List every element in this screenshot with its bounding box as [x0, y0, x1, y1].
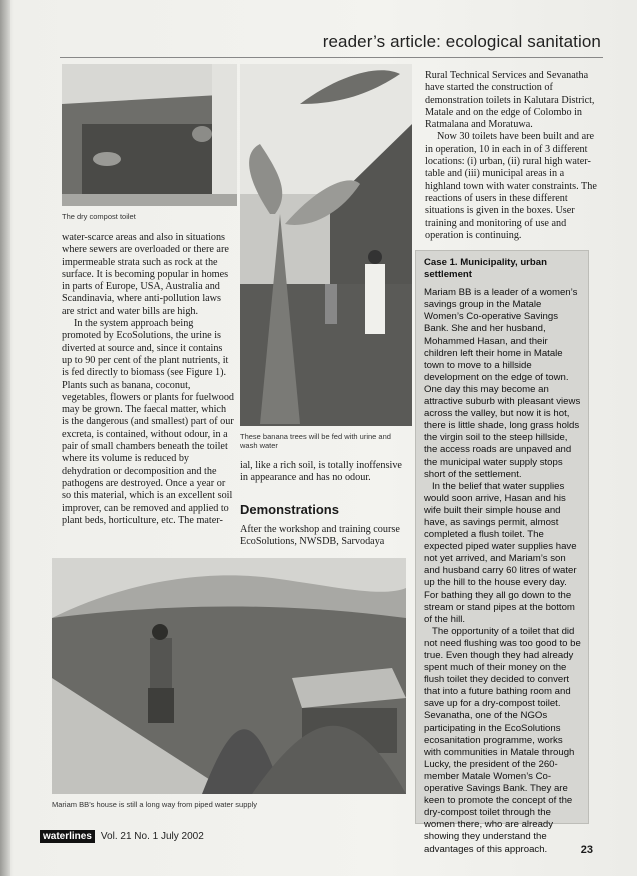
page-edge-shadow: [0, 0, 10, 876]
case-box-paragraph-2: In the belief that water supplies would soon arrive, Hasan and his wife built their simple house and have, as savings permit, almost completed a flush toilet. The expected piped water supplies have not yet arrived, and Mariam’s son and husband carry 60 litres of water up the hill to the house every day. For bathing they all go down to the stream or stand pipes at the bottom of the hill.: [424, 480, 577, 625]
column-3: [425, 70, 597, 242]
col3-paragraph-1: Rural Technical Services and Sevanatha have started the construction of demonstration toilets in Kalutara District, Matale and on the edge of Colombo in Ratmalana and Moratuwa.: [425, 70, 595, 131]
page-number: 23: [580, 844, 593, 856]
hillside-house-photo: [52, 558, 406, 794]
waterlines-logo: waterlines: [40, 830, 95, 843]
header-rule: [60, 57, 603, 58]
col2-paragraph-1: ial, like a rich soil, is totally inoffensive in appearance and has no odour.: [240, 460, 402, 484]
demonstrations-heading: Demonstrations: [240, 502, 339, 517]
running-header: reader’s article: ecological sanitation: [322, 32, 601, 51]
banana-trees-photo: [240, 64, 412, 426]
column-2: [240, 460, 410, 485]
banana-trees-caption: These banana trees will be fed with urine and wash water: [240, 432, 391, 450]
column-2-cont: [240, 524, 412, 549]
col2-paragraph-2: After the workshop and training course EcoSolutions, NWSDB, Sarvodaya: [240, 524, 400, 548]
col3-paragraph-2: Now 30 toilets have been built and are in operation, 10 in each in of 3 different locations: (i) urban, (ii) rural high water-table and (iii) municipal areas in a highland town with water constraints. The reactions of users in these different situations is given in the boxes. User training and monitoring of use and operation is continuing.: [425, 131, 597, 241]
case-box-title: Case 1. Municipality, urban settlement: [424, 257, 547, 281]
issue-info: Vol. 21 No. 1 July 2002: [100, 831, 204, 842]
hillside-house-caption: Mariam BB’s house is still a long way from piped water supply: [52, 800, 257, 809]
toilet-photo: [62, 64, 237, 206]
case-box-paragraph-1: Mariam BB is a leader of a women’s savings group in the Matale Women’s Co-operative Savings Bank. She and her husband, Mohammed Hasan, and their children left their home in Matale town to move to a hillside development on the edge of town. One day this may become an attractive suburb with pleasant views across the valley, but now it is hot, there is little shade, long grass holds the virgin soil to the steep hillside, the access roads are unpaved and the municipal water supply stops short of the settlement.: [424, 287, 581, 480]
col1-paragraph-1: water-scarce areas and also in situations where sewers are overloaded or there are impermeable strata such as rock at the surface. It is becoming popular in homes in parts of Europe, USA, Australia and Scandinavia, where anti-pollution laws are strict and water bills are high.: [62, 232, 229, 317]
case-box-paragraph-3: The opportunity of a toilet that did not need flushing was too good to be true. Even though they had already spent much of their money on the flush toilet they decided to convert that into a future bathing room and save up for a dry-compost toilet. Sevanatha, one of the NGOs participating in the EcoSolutions ecosanitation programme, works with communities in Matale through Lucky, the president of the 260-member Matale Women’s Co-operative Savings Bank. They are keen to promote the concept of the dry-compost toilet through the women there, who are already showing they understand the advantages of this approach.: [424, 625, 581, 855]
column-1: [62, 232, 234, 527]
footer: [40, 830, 204, 843]
toilet-photo-caption: The dry compost toilet: [62, 212, 136, 221]
col1-paragraph-2: In the system approach being promoted by EcoSolutions, the urine is diverted at source and, since it contains up to 90 per cent of the plant nutrients, it is fed directly to biomass (see Figure 1). Plants such as banana, coconut, vegetables, flowers or plants for fuelwood may be grown. The faecal matter, which is the dangerous (and smallest) part of our excreta, is contained, without odour, in a pair of small chambers beneath the toilet where its volume is reduced by dehydration or decomposition and the pathogens are destroyed. Once a year or so this material, which is an excellent soil improver, can be removed and applied to plant beds, horticulture, etc. The mater-: [62, 318, 235, 526]
